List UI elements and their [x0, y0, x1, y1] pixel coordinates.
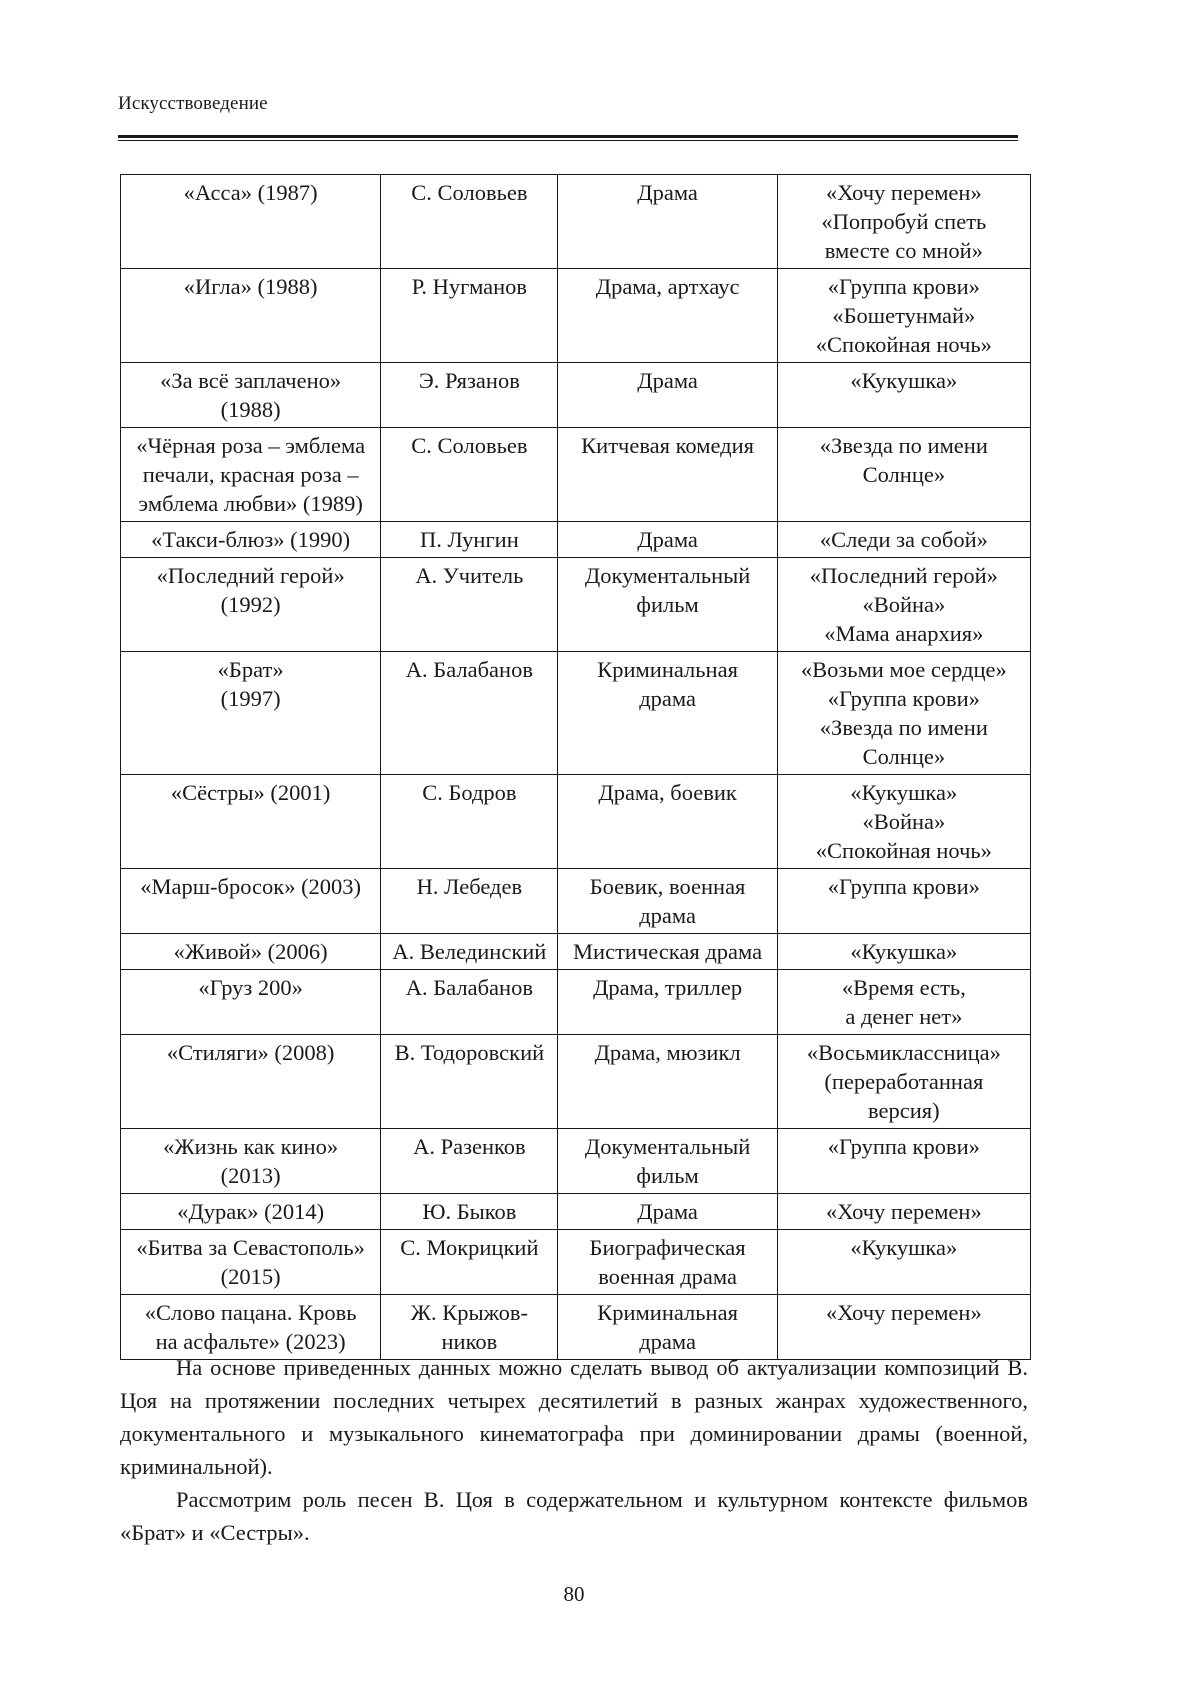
- running-header: Искусствоведение: [118, 93, 268, 114]
- film-title-cell: «Чёрная роза – эмблема печали, красная роза – эмблема любви» (1989): [121, 428, 381, 522]
- table-row: [121, 428, 1031, 522]
- table-row: [121, 970, 1031, 1035]
- songs-cell: «Время есть, а денег нет»: [777, 970, 1030, 1035]
- director-cell: Э. Рязанов: [381, 363, 558, 428]
- transition-paragraph: Рассмотрим роль песен В. Цоя в содержательном и культурном контексте фильмов «Брат» и «Сестры».: [120, 1487, 1028, 1545]
- table-row: [121, 1194, 1031, 1230]
- genre-cell: Драма: [558, 175, 777, 269]
- songs-cell: «Восьмиклассница» (переработанная версия): [777, 1035, 1030, 1129]
- songs-cell: «Кукушка»: [777, 1230, 1030, 1295]
- songs-cell: «Возьми мое сердце» «Группа крови» «Звезда по имени Солнце»: [777, 652, 1030, 775]
- songs-cell: «Звезда по имени Солнце»: [777, 428, 1030, 522]
- table-row: [121, 1129, 1031, 1194]
- table-row: [121, 652, 1031, 775]
- songs-cell: «Группа крови» «Бошетунмай» «Спокойная ночь»: [777, 269, 1030, 363]
- conclusion-paragraph: На основе приведенных данных можно сделать вывод об актуализации композиций В. Цоя на протяжении последних четырех десятилетий в разных жанрах художественного, документального и музыкального кинематографа при доминировании драмы (военной, криминальной).: [120, 1355, 1028, 1479]
- film-title-cell: «Битва за Севастополь» (2015): [121, 1230, 381, 1295]
- header-rule-thin: [118, 140, 1018, 141]
- genre-cell: Драма, артхаус: [558, 269, 777, 363]
- director-cell: А. Велединский: [381, 934, 558, 970]
- table-row: [121, 1035, 1031, 1129]
- songs-cell: «Последний герой» «Война» «Мама анархия»: [777, 558, 1030, 652]
- genre-cell: Криминальная драма: [558, 1295, 777, 1360]
- genre-cell: Драма, триллер: [558, 970, 777, 1035]
- genre-cell: Криминальная драма: [558, 652, 777, 775]
- film-title-cell: «Живой» (2006): [121, 934, 381, 970]
- genre-cell: Драма, боевик: [558, 775, 777, 869]
- film-title-cell: «Асса» (1987): [121, 175, 381, 269]
- director-cell: В. Тодоровский: [381, 1035, 558, 1129]
- film-title-cell: «Последний герой» (1992): [121, 558, 381, 652]
- director-cell: С. Соловьев: [381, 175, 558, 269]
- genre-cell: Драма: [558, 522, 777, 558]
- songs-cell: «Кукушка»: [777, 363, 1030, 428]
- songs-cell: «Группа крови»: [777, 1129, 1030, 1194]
- songs-cell: «Кукушка» «Война» «Спокойная ночь»: [777, 775, 1030, 869]
- film-title-cell: «Жизнь как кино» (2013): [121, 1129, 381, 1194]
- director-cell: А. Разенков: [381, 1129, 558, 1194]
- film-title-cell: «Марш-бросок» (2003): [121, 869, 381, 934]
- director-cell: С. Мокрицкий: [381, 1230, 558, 1295]
- table-row: [121, 869, 1031, 934]
- director-cell: Р. Нугманов: [381, 269, 558, 363]
- table-row: [121, 269, 1031, 363]
- director-cell: П. Лунгин: [381, 522, 558, 558]
- director-cell: С. Соловьев: [381, 428, 558, 522]
- director-cell: Ю. Быков: [381, 1194, 558, 1230]
- songs-cell: «Хочу перемен» «Попробуй спеть вместе со мной»: [777, 175, 1030, 269]
- genre-cell: Драма, мюзикл: [558, 1035, 777, 1129]
- director-cell: А. Балабанов: [381, 970, 558, 1035]
- songs-cell: «Кукушка»: [777, 934, 1030, 970]
- songs-cell: «Группа крови»: [777, 869, 1030, 934]
- table-row: [121, 775, 1031, 869]
- film-title-cell: «Сёстры» (2001): [121, 775, 381, 869]
- film-title-cell: «Слово пацана. Кровь на асфальте» (2023): [121, 1295, 381, 1360]
- genre-cell: Мистическая драма: [558, 934, 777, 970]
- film-title-cell: «Брат» (1997): [121, 652, 381, 775]
- table-row: [121, 363, 1031, 428]
- director-cell: А. Балабанов: [381, 652, 558, 775]
- director-cell: С. Бодров: [381, 775, 558, 869]
- page-number: 80: [563, 1582, 585, 1606]
- film-title-cell: «Стиляги» (2008): [121, 1035, 381, 1129]
- director-cell: Н. Лебедев: [381, 869, 558, 934]
- table-row: [121, 934, 1031, 970]
- table-row: [121, 1230, 1031, 1295]
- table-row: [121, 522, 1031, 558]
- films-table-body: [121, 175, 1031, 1360]
- film-title-cell: «Дурак» (2014): [121, 1194, 381, 1230]
- film-title-cell: «За всё заплачено» (1988): [121, 363, 381, 428]
- film-title-cell: «Игла» (1988): [121, 269, 381, 363]
- genre-cell: Драма: [558, 363, 777, 428]
- genre-cell: Драма: [558, 1194, 777, 1230]
- films-table: [120, 174, 1031, 1360]
- genre-cell: Документальный фильм: [558, 558, 777, 652]
- table-row: [121, 175, 1031, 269]
- director-cell: Ж. Крыжов- ников: [381, 1295, 558, 1360]
- header-rule-thick: [118, 135, 1018, 138]
- director-cell: А. Учитель: [381, 558, 558, 652]
- genre-cell: Китчевая комедия: [558, 428, 777, 522]
- songs-cell: «Хочу перемен»: [777, 1295, 1030, 1360]
- genre-cell: Биографическая военная драма: [558, 1230, 777, 1295]
- film-title-cell: «Такси-блюз» (1990): [121, 522, 381, 558]
- songs-cell: «Хочу перемен»: [777, 1194, 1030, 1230]
- film-title-cell: «Груз 200»: [121, 970, 381, 1035]
- genre-cell: Документальный фильм: [558, 1129, 777, 1194]
- songs-cell: «Следи за собой»: [777, 522, 1030, 558]
- table-row: [121, 558, 1031, 652]
- genre-cell: Боевик, военная драма: [558, 869, 777, 934]
- table-row: [121, 1295, 1031, 1360]
